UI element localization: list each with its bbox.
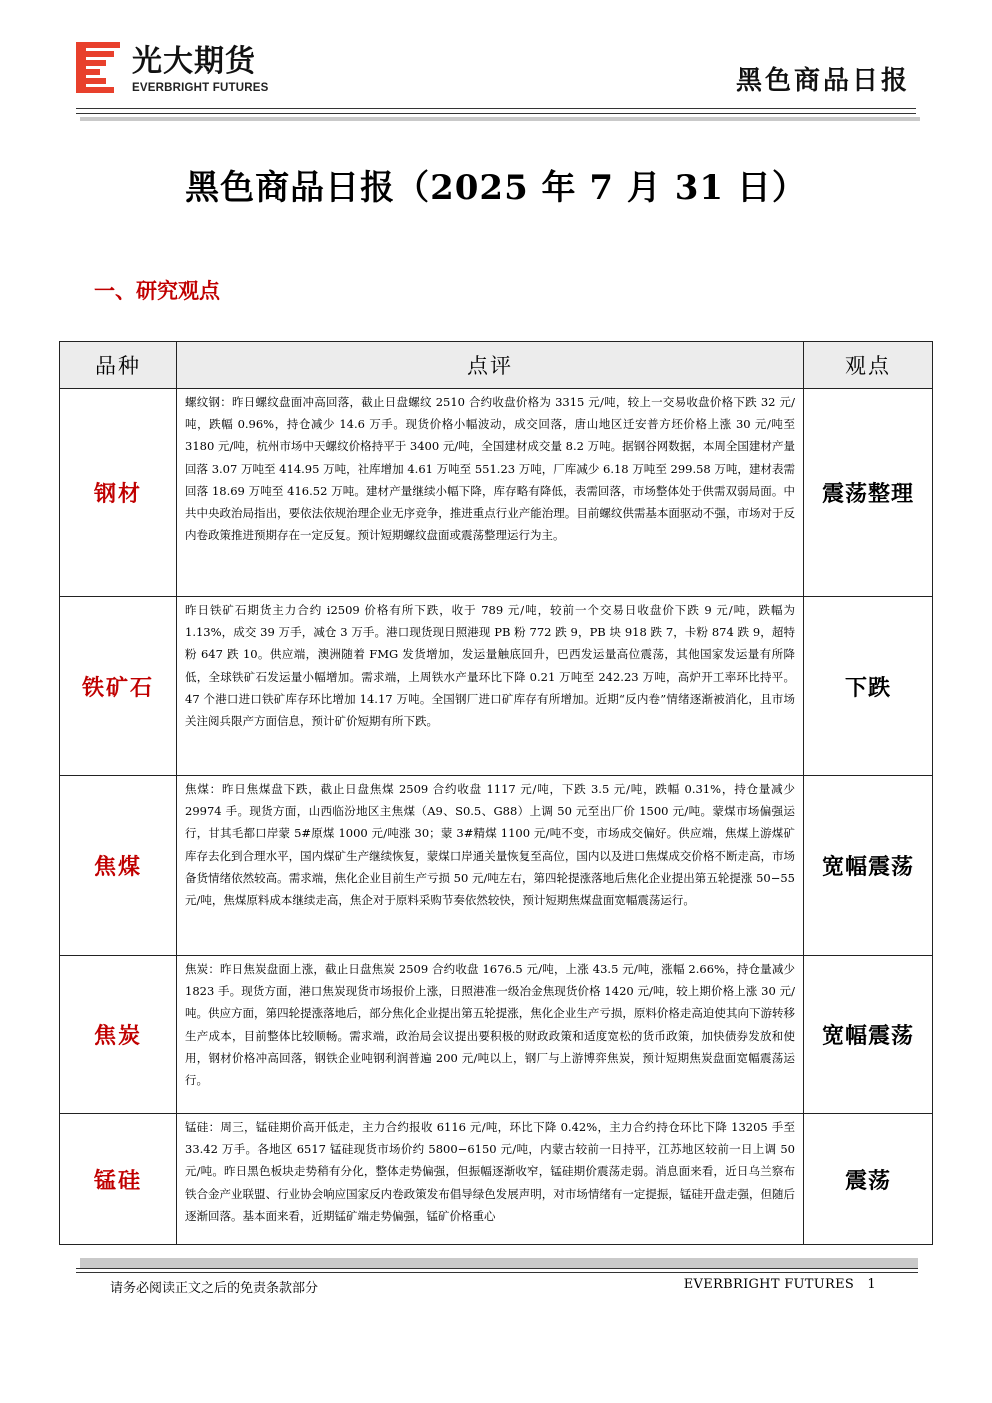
- header-rule-thin: [76, 113, 916, 114]
- page-title: 黑色商品日报（2025 年 7 月 31 日）: [185, 168, 807, 208]
- row-view: 震荡: [804, 1114, 933, 1245]
- row-view: 宽幅震荡: [804, 956, 933, 1114]
- section-heading: 一、研究观点: [94, 278, 220, 303]
- row-category: 焦煤: [60, 776, 177, 956]
- header-category: 品种: [60, 342, 177, 389]
- footer-brand: EVERBRIGHT FUTURES: [683, 1277, 855, 1292]
- row-comment: 昨日铁矿石期货主力合约 i2509 价格有所下跌，收于 789 元/吨，较前一个交易日收盘价下跌 9 元/吨，跌幅为 1.13%，成交 39 万手，减仓 3 万手。港口现货现日照港现 PB 粉 772 跌 9，PB 块 918 跌 7，卡粉 874 跌 9，超特粉 647 跌 10。供应端，澳洲随着 FMG 发货增加，发运量触底回升，巴西发运量高位震荡，其他国家发运量有所降低，全球铁矿石发运量小幅增加。需求端，上周铁水产量环比下降 0.21 万吨至 242.23 万吨，高炉开工率环比持平。47 个港口进口铁矿库存环比增加 14.17 万吨。全国钢厂进口矿库存有所增加。近期“反内卷”情绪逐渐被消化，且市场关注阅兵限产方面信息，预计矿价短期有所下跌。: [177, 597, 804, 776]
- row-comment-cell: [177, 1114, 804, 1245]
- everbright-logo-icon: [76, 42, 120, 98]
- page-header: [0, 0, 992, 125]
- row-comment: 螺纹钢：昨日螺纹盘面冲高回落，截止日盘螺纹 2510 合约收盘价格为 3315 元/吨，较上一交易收盘价格下跌 32 元/吨，跌幅 0.96%，持仓减少 14.6 万手。现货价格小幅波动，成交回落，唐山地区迁安普方坯价格上涨 30 元/吨至 3180 元/吨，杭州市场中天螺纹价格持平于 3400 元/吨，全国建材成交量 8.2 万吨。据钢谷网数据，本周全国建材产量回落 3.07 万吨至 414.95 万吨，社库增加 4.61 万吨至 551.23 万吨，厂库减少 6.18 万吨至 299.58 万吨，建材表需回落 18.69 万吨至 416.52 万吨。建材产量继续小幅下降，库存略有降低，表需回落，市场整体处于供需双弱局面。中共中央政治局指出，要依法依规治理企业无序竞争，推进重点行业产能治理。目前螺纹供需基本面驱动不强，市场对于反内卷政策推进预期存在一定反复。预计短期螺纹盘面或震荡整理运行为主。: [177, 389, 804, 597]
- footer-rule: [76, 1272, 918, 1273]
- header-comment: 点评: [177, 342, 804, 389]
- header-view: 观点: [804, 342, 933, 389]
- footer-shadow: [80, 1258, 918, 1268]
- row-view: 下跌: [804, 597, 933, 776]
- table-header-row: [60, 342, 933, 389]
- table-row: [60, 389, 933, 597]
- header-rule: [76, 108, 916, 109]
- table-row: [60, 597, 933, 776]
- table-row: [60, 1114, 933, 1245]
- row-comment: 锰硅：周三，锰硅期价高开低走，主力合约报收 6116 元/吨，环比下降 0.42%，主力合约持仓环比下降 13205 手至 33.42 万手。各地区 6517 锰硅现货市场价约 5800−6150 元/吨，内蒙古较前一日持平，江苏地区较前一日上调 50 元/吨。昨日黑色板块走势稍有分化，整体走势偏强，但振幅逐渐收窄，锰硅期价震荡走弱。消息面来看，近日乌兰察布铁合金产业联盟、行业协会响应国家反内卷政策发布倡导绿色发展声明，对市场情绪有一定提振，锰硅开盘走强，但随后逐渐回落。基本面来看，近期锰矿端走势偏强，锰矿价格重心: [185, 1120, 795, 1223]
- row-view: 宽幅震荡: [804, 776, 933, 956]
- footer-rule-thin: [76, 1268, 918, 1269]
- table-row: [60, 956, 933, 1114]
- header-report-name: 黑色商品日报: [735, 66, 910, 96]
- row-category: 锰硅: [60, 1114, 177, 1245]
- row-category: 铁矿石: [60, 597, 177, 776]
- row-comment: 焦炭：昨日焦炭盘面上涨，截止日盘焦炭 2509 合约收盘 1676.5 元/吨，上涨 43.5 元/吨，涨幅 2.66%，持仓量减少 1823 手。现货方面，港口焦炭现货市场报价上涨，日照港准一级冶金焦现货价格 1420 元/吨，较上期价格上涨 30 元/吨。供应方面，第四轮提涨落地后，部分焦化企业提出第五轮提涨，焦化企业生产亏损，原料价格走高迫使其向下游转移生产成本，目前整体比较顺畅。需求端，政治局会议提出要积极的财政政策和适度宽松的货币政策，加快债券发放和使用，钢材价格冲高回落，钢铁企业吨钢利润普遍 200 元/吨以上，钢厂与上游博弈焦炭，预计短期焦炭盘面宽幅震荡运行。: [177, 956, 804, 1114]
- table-row: [60, 776, 933, 956]
- page-number: 1: [867, 1277, 876, 1292]
- row-view: 震荡整理: [804, 389, 933, 597]
- footer-brand-page: [684, 1277, 876, 1292]
- header-shadow: [80, 117, 920, 121]
- logo-chinese-name: 光大期货: [132, 44, 256, 79]
- research-views-table: [59, 341, 933, 1245]
- footer-disclaimer: 请务必阅读正文之后的免责条款部分: [110, 1281, 319, 1296]
- logo-english-name: EVERBRIGHT FUTURES: [132, 82, 269, 94]
- row-comment: 焦煤：昨日焦煤盘下跌，截止日盘焦煤 2509 合约收盘 1117 元/吨，下跌 3.5 元/吨，跌幅 0.31%，持仓量减少 29974 手。现货方面，山西临汾地区主焦煤（A9、S0.5、G88）上调 50 元至出厂价 1500 元/吨。蒙煤市场偏强运行，甘其毛都口岸蒙 5#原煤 1000 元/吨涨 30；蒙 3#精煤 1100 元/吨不变，市场成交偏好。供应端，焦煤上游煤矿库存去化到合理水平，国内煤矿生产继续恢复，蒙煤口岸通关量恢复至高位，国内以及进口焦煤成交价格不断走高，市场备货情绪依然较高。需求端，焦化企业目前生产亏损 50 元/吨左右，第四轮提涨落地后焦化企业提出第五轮提涨 50−55 元/吨，焦煤原料成本继续走高，焦企对于原料采购节奏依然较快，预计短期焦煤盘面宽幅震荡运行。: [177, 776, 804, 956]
- company-logo: [76, 42, 296, 102]
- row-category: 钢材: [60, 389, 177, 597]
- row-category: 焦炭: [60, 956, 177, 1114]
